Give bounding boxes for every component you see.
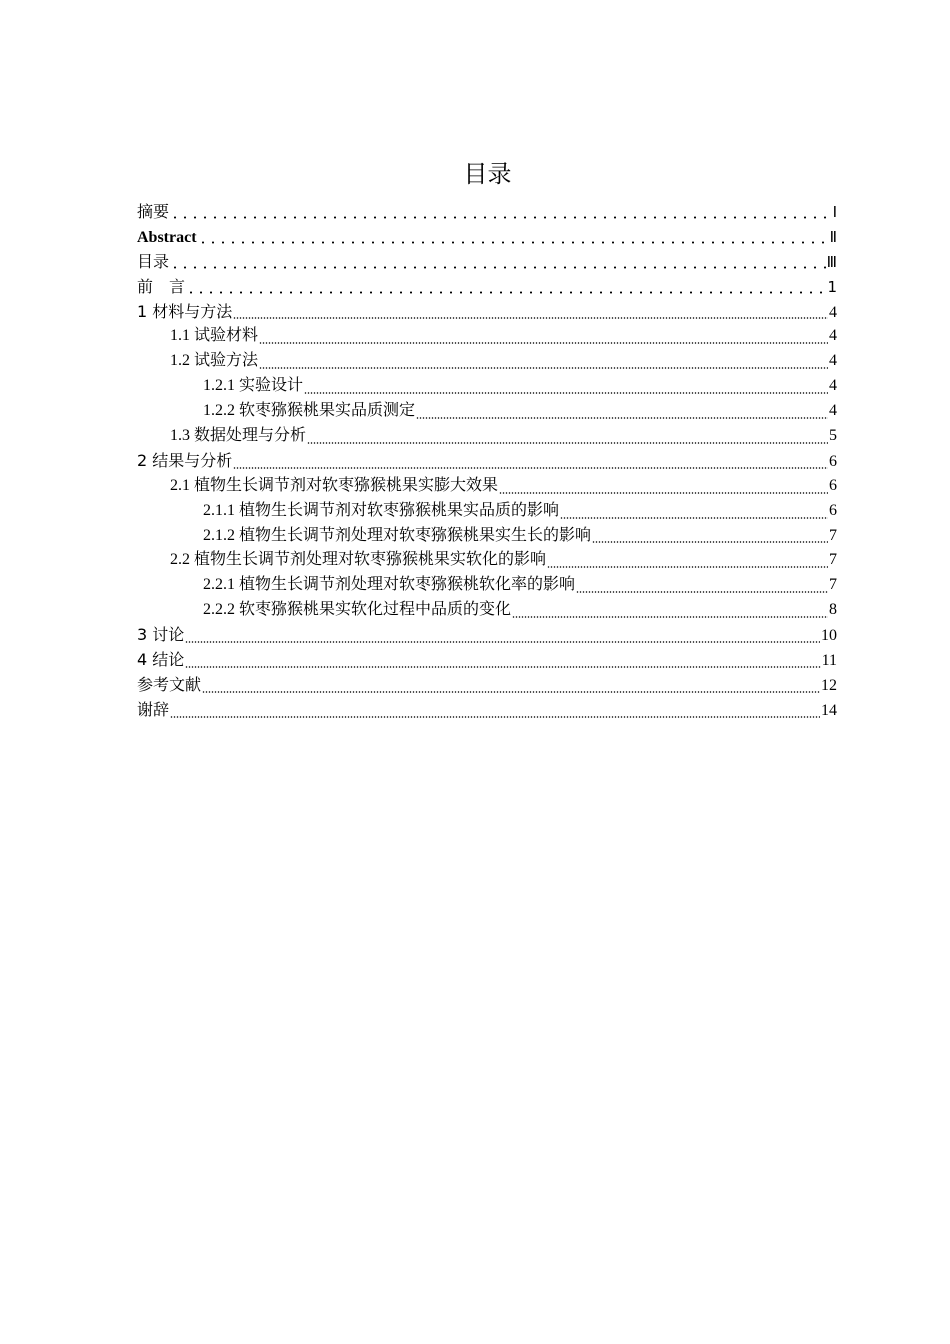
toc-entry-label: Abstract <box>137 228 197 246</box>
toc-dot-leader <box>185 641 820 643</box>
toc-entry-page-number: 7 <box>829 576 837 594</box>
toc-entry[interactable] <box>137 449 837 474</box>
toc-entry-label: 2.2.2 软枣猕猴桃果实软化过程中品质的变化 <box>203 601 512 619</box>
toc-entry-page-number: 8 <box>829 601 837 619</box>
toc-dot-leader <box>170 716 820 718</box>
toc-dot-leader <box>547 566 828 568</box>
toc-entry[interactable] <box>137 548 837 573</box>
toc-entry-label: 1.1 试验材料 <box>170 327 259 345</box>
toc-dot-leader <box>170 266 826 269</box>
toc-entry-label: 前 言 <box>137 276 186 296</box>
toc-entry-page-number: 12 <box>821 676 837 694</box>
toc-entry-label: 4 结论 <box>137 650 185 670</box>
toc-entry-label: 谢辞 <box>137 699 170 719</box>
toc-entry[interactable] <box>137 374 837 399</box>
toc-entry-page-number: 7 <box>829 526 837 544</box>
toc-entry-page-number: 7 <box>829 551 837 569</box>
toc-dot-leader <box>233 317 828 319</box>
toc-entry-label: 1.3 数据处理与分析 <box>170 427 307 445</box>
toc-entry[interactable] <box>137 250 837 275</box>
toc-entry-page-number: 4 <box>829 327 837 345</box>
toc-entry[interactable] <box>137 673 837 698</box>
toc-entry[interactable] <box>137 598 837 623</box>
toc-entry-page-number: Ⅱ <box>829 227 837 246</box>
toc-entry-page-number: Ⅲ <box>826 252 837 271</box>
toc-entry-label: 2.1 植物生长调节剂对软枣猕猴桃果实膨大效果 <box>170 476 499 494</box>
toc-entry-page-number: 4 <box>829 377 837 395</box>
toc-dot-leader <box>576 591 828 593</box>
toc-entry-label: 2.1.1 植物生长调节剂对软枣猕猴桃果实品质的影响 <box>203 501 560 519</box>
toc-entry-label: 2.2.1 植物生长调节剂处理对软枣猕猴桃软化率的影响 <box>203 576 576 594</box>
toc-entry-page-number: 4 <box>829 352 837 370</box>
toc-dot-leader <box>560 517 828 519</box>
toc-dot-leader <box>170 216 832 219</box>
toc-entry-page-number: 14 <box>821 701 837 719</box>
toc-entry[interactable] <box>137 200 837 225</box>
toc-entry-page-number: 4 <box>829 303 837 321</box>
toc-entry-page-number: 4 <box>829 402 837 420</box>
page-title: 目录 <box>463 160 512 188</box>
toc-entry[interactable] <box>137 648 837 673</box>
toc-dot-leader <box>233 467 828 469</box>
toc-entry-page-number: Ⅰ <box>832 203 837 221</box>
toc-entry-label: 1 材料与方法 <box>137 301 233 321</box>
toc-entry-label: 2.1.2 植物生长调节剂处理对软枣猕猴桃果实生长的影响 <box>203 526 592 544</box>
toc-entry-label: 1.2 试验方法 <box>170 352 259 370</box>
toc-entry[interactable] <box>137 623 837 648</box>
toc-entry-page-number: 6 <box>829 501 837 519</box>
toc-entry-page-number: 1 <box>827 277 837 296</box>
toc-entry[interactable] <box>137 324 837 349</box>
toc-entry-page-number: 6 <box>829 452 837 470</box>
toc-entry-label: 3 讨论 <box>137 625 185 645</box>
toc-entry[interactable] <box>137 698 837 723</box>
toc-entry-page-number: 6 <box>829 476 837 494</box>
toc-entry-label: 1.2.1 实验设计 <box>203 377 304 395</box>
toc-dot-leader <box>304 392 828 394</box>
toc-dot-leader <box>259 367 828 369</box>
toc-entry[interactable] <box>137 275 837 300</box>
toc-entry-page-number: 10 <box>821 627 837 645</box>
toc-dot-leader <box>259 342 828 344</box>
toc-dot-leader <box>592 541 828 543</box>
toc-entry[interactable] <box>137 300 837 325</box>
toc-entry[interactable] <box>137 349 837 374</box>
toc-entry[interactable] <box>137 524 837 549</box>
toc-entry[interactable] <box>137 424 837 449</box>
toc-entry-label: 2 结果与分析 <box>137 450 233 470</box>
toc-entry[interactable] <box>137 573 837 598</box>
toc-entry-label: 摘要 <box>137 202 170 221</box>
toc-entry-label: 2.2 植物生长调节剂处理对软枣猕猴桃果实软化的影响 <box>170 551 547 569</box>
toc-dot-leader <box>198 241 829 244</box>
toc-entry[interactable] <box>137 399 837 424</box>
toc-dot-leader <box>416 417 828 419</box>
toc-dot-leader <box>512 616 828 618</box>
toc-entry-label: 参考文献 <box>137 674 202 694</box>
table-of-contents <box>137 200 837 723</box>
toc-dot-leader <box>202 691 820 693</box>
toc-dot-leader <box>499 492 828 494</box>
toc-dot-leader <box>185 666 820 668</box>
toc-entry-page-number: 11 <box>821 652 837 670</box>
toc-entry[interactable] <box>137 474 837 499</box>
toc-entry[interactable] <box>137 499 837 524</box>
toc-entry-label: 目录 <box>137 251 170 271</box>
toc-entry-label: 1.2.2 软枣猕猴桃果实品质测定 <box>203 402 416 420</box>
toc-dot-leader <box>186 291 826 294</box>
toc-entry-page-number: 5 <box>829 427 837 445</box>
toc-entry[interactable] <box>137 225 837 250</box>
toc-dot-leader <box>307 442 828 444</box>
